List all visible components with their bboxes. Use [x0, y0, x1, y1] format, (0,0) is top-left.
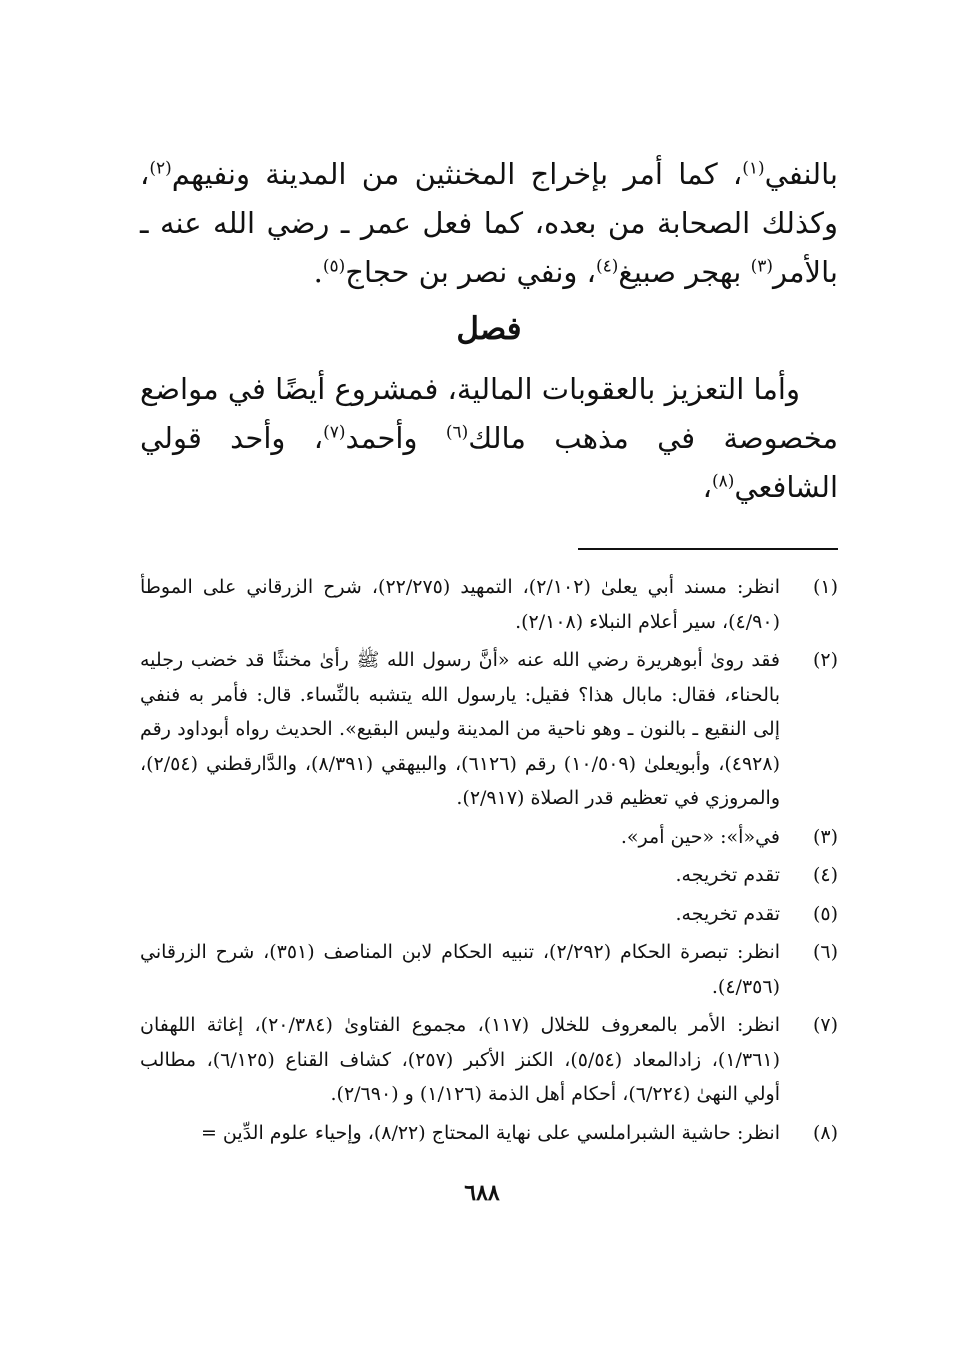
text-run: بالنفي — [764, 157, 838, 191]
text-run: بهجر صبيغ — [618, 255, 751, 289]
paragraph-2 — [140, 365, 838, 512]
footnote-divider — [578, 548, 838, 550]
footnote-text: انظر: مسند أبي يعلىٰ (٢/١٠٢)، التمهيد (٢٢/٢٧٥)، شرح الزرقاني على الموطأ (٤/٩٠)، سير أعلام النبلاء (٢/١٠٨). — [140, 576, 780, 633]
footnote-number: (٤) — [812, 864, 838, 886]
footnote-ref-1[interactable]: (١) — [742, 158, 765, 179]
footnote-item — [140, 858, 838, 893]
text-run: وأما التعزيز بالعقوبات المالية، فمشروع أيضًا في مواضع مخصوصة في مذهب مالك — [140, 372, 839, 455]
section-heading: فصل — [456, 311, 522, 347]
footnote-ref-4[interactable]: (٤) — [596, 256, 619, 277]
page-number: ٦٨٨ — [464, 1180, 500, 1206]
footnote-text: تقدم تخريجه. — [675, 902, 780, 925]
footnote-number: (٦) — [812, 941, 838, 963]
footnote-ref-3[interactable]: (٣) — [750, 256, 774, 277]
text-run: . — [313, 255, 323, 289]
footnote-number: (٥) — [812, 902, 838, 925]
footnote-ref-6[interactable]: (٦) — [445, 422, 469, 443]
footnote-number: (٧) — [812, 1014, 838, 1036]
paragraph-1 — [140, 150, 838, 297]
text-run: ، وكذلك الصحابة من بعده، كما فعل عمر ـ رضي الله عنه ـ بالأمر — [140, 157, 838, 289]
footnote-text: فقد روىٰ أبوهريرة رضي الله عنه «أنَّ رسول الله ﷺ رأىٰ مخنثًا قد خضب رجليه بالحناء، فقال: مابال هذا؟ فقيل: يارسول الله يتشبه بالنِّساء. قال: فأمر به فنفي إلى النقيع ـ بالنون ـ وهو ناحية من المدينة وليس البقيع». الحديث رواه أبوداود رقم (٤٩٢٨)، وأبويعلىٰ (١٠/٥٠٩) رقم (٦١٢٦)، والبيهقي (٨/٣٩١)، والدَّارقطني (٢/٥٤)، والمروزي في تعظيم قدر الصلاة (٢/٩١٧). — [140, 649, 780, 809]
text-run: ، ونفي نصر بن حجاج — [345, 255, 596, 289]
footnote-ref-2[interactable]: (٢) — [149, 158, 172, 179]
footnote-item — [140, 897, 838, 932]
text-run: ، وأحد قولي الشافعي — [140, 421, 838, 504]
footnote-number: (٣) — [812, 825, 838, 848]
footnote-text: انظر: حاشية الشبراملسي على نهاية المحتاج (٨/٢٢)، وإحياء علوم الدِّين = — [200, 1121, 780, 1144]
footnote-text: انظر: تبصرة الحكام (٢/٢٩٢)، تنبيه الحكام لابن المناصف (٣٥١)، شرح الزرقاني (٤/٣٥٦). — [140, 941, 781, 998]
footnote-number: (٨) — [812, 1121, 838, 1144]
footnote-text: في«أ»: «حين أمر». — [620, 825, 780, 848]
footnote-ref-8[interactable]: (٨) — [711, 471, 735, 492]
footnote-text: تقدم تخريجه. — [675, 864, 780, 886]
footnote-item — [140, 820, 838, 855]
footnote-item — [140, 570, 838, 639]
text-run: وأحمد — [345, 421, 446, 455]
footnote-item — [140, 935, 838, 1004]
footnotes — [140, 570, 838, 1150]
main-text — [140, 150, 838, 512]
footnote-item — [140, 643, 838, 816]
footnote-item — [140, 1116, 838, 1151]
text-run: ، — [702, 470, 712, 504]
footnote-ref-5[interactable]: (٥) — [322, 256, 346, 277]
text-run: ، كما أمر بإخراج المخنثين من المدينة ونفيهم — [171, 157, 743, 191]
book-page — [140, 150, 838, 1230]
footnote-item — [140, 1008, 838, 1112]
footnote-number: (٢) — [812, 649, 838, 671]
footnote-number: (١) — [812, 576, 838, 598]
footnote-text: انظر: الأمر بالمعروف للخلال (١١٧)، مجموع الفتاوىٰ (٢٠/٣٨٤)، إغاثة اللهفان (١/٣٦١)، زادالمعاد (٥/٥٤)، الكنز الأكبر (٢٥٧)، كشاف القناع (٦/١٢٥)، مطالب أولي النهىٰ (٦/٢٢٤)، أحكام أهل الذمة (١/١٢٦) و (٢/٦٩٠). — [140, 1014, 780, 1105]
footnote-ref-7[interactable]: (٧) — [323, 422, 346, 443]
